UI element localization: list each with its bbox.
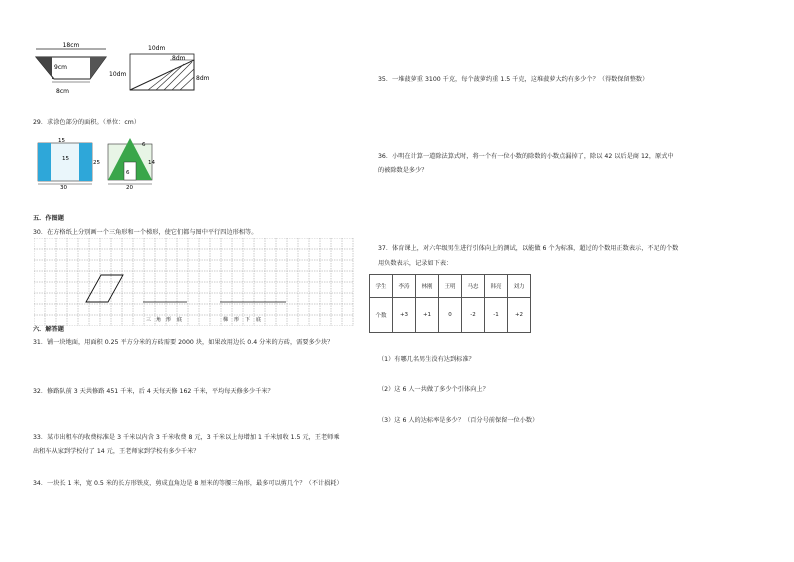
trapezoid-figure [28,42,114,98]
table-cell: -1 [485,298,508,333]
fig-label-c: 6 [126,170,130,176]
table-cell: +3 [393,298,416,333]
fig-label-bottom: 20 [126,185,133,190]
fig-label-left: 9cm [54,64,67,71]
question-29: 29．求涂色部分的面积。（单位：cm） [33,119,141,126]
table-cell: +1 [416,298,439,333]
fig-label-right: 25 [93,160,100,166]
shaded-figure-b [104,134,160,190]
grid-label-tri-1: 角 [156,317,162,323]
grid-paper [34,238,358,326]
table-cell: 王明 [439,275,462,298]
fig-label-top: 10dm [148,45,166,52]
table-cell: +2 [508,298,531,333]
grid-label-trap-2: 下 [245,317,251,323]
fig-label-right: 8dm [196,75,210,82]
fig-label-top: 18cm [62,42,80,49]
question-36-line1: 36．小明在计算一道除法算式时，将一个有一位小数的除数的小数点漏掉了，除以 42 以后是商 12，原式中 [378,153,674,160]
shaded-figure-a [34,134,100,190]
grid-label-tri-0: 三 [146,317,152,323]
record-table [369,274,531,333]
table-cell: 学生 [370,275,393,298]
question-31: 31．铺一块地面，用面积 0.25 平方分米的方砖需要 2000 块，如果改用边长 0.4 分米的方砖，需要多少块？ [33,339,334,346]
question-34: 34．一块长 1 米，宽 0.5 米的长方形铁皮，剪成直角边是 8 厘米的等腰三角形，最多可以剪几个？（不计损耗） [33,480,343,487]
table-cell: 林刚 [416,275,439,298]
question-37-part1: （1）有哪几名男生没有达到标准？ [378,356,475,363]
question-33-line1: 33．某市出租车的收费标准是 3 千米以内含 3 千米收费 8 元，3 千米以上每增加 1 千米加收 1.5 元，王老师乘 [33,434,340,441]
fig-label-bottom: 30 [60,185,67,190]
grid-label-trap-3: 底 [256,317,262,323]
grid-label-tri-3: 底 [177,317,183,323]
fig-label-a: 6 [142,142,146,148]
grid-label-trap-0: 梯 [223,317,229,323]
question-30: 30．在方格纸上分别画一个三角形和一个梯形，使它们都与图中平行四边形相等。 [33,229,258,236]
table-cell: 李涛 [393,275,416,298]
fig-label-inner: 8dm [172,55,186,62]
question-37-part3: （3）这 6 人的达标率是多少？（百分号前保留一位小数） [378,417,539,424]
question-37-part2: （2）这 6 人一共做了多少个引体向上？ [378,386,489,393]
rectangle-figure [108,42,214,98]
table-cell: 马忠 [462,275,485,298]
question-32: 32．修路队前 3 天共修路 451 千米，后 4 天每天修 162 千米，平均每天修多少千米？ [33,388,274,395]
table-cell: 0 [439,298,462,333]
question-33-line2: 出租车从家到学校付了 14 元，王老师家到学校有多少千米？ [33,448,200,455]
fig-label-inner: 15 [62,156,69,162]
table-header-row [370,275,531,298]
grid-label-tri-2: 形 [166,317,172,323]
fig-label-bottom: 8cm [56,88,69,95]
section-6-heading: 六．解答题 [33,326,64,333]
table-row [370,298,531,333]
table-cell: -2 [462,298,485,333]
section-5-heading: 五．作图题 [33,215,64,222]
table-cell: 韩亮 [485,275,508,298]
grid-label-trap-1: 形 [234,317,240,323]
table-cell: 刘力 [508,275,531,298]
table-cell: 个数 [370,298,393,333]
fig-label-top: 15 [58,138,65,144]
fig-label-left: 10dm [109,71,127,78]
question-37-line2: 用负数表示，记录如下表： [378,260,453,267]
question-37-line1: 37．体育课上，对六年级男生进行引体向上的测试，以能做 6 个为标准，超过的个数用正数表示，不足的个数 [378,245,679,252]
question-35: 35．一堆菠萝重 3100 千克，每个菠萝约重 1.5 千克，这堆菠萝大约有多少个？（得数保留整数） [378,76,649,83]
question-36-line2: 的被除数是多少？ [378,167,428,174]
fig-label-b: 14 [148,160,155,166]
